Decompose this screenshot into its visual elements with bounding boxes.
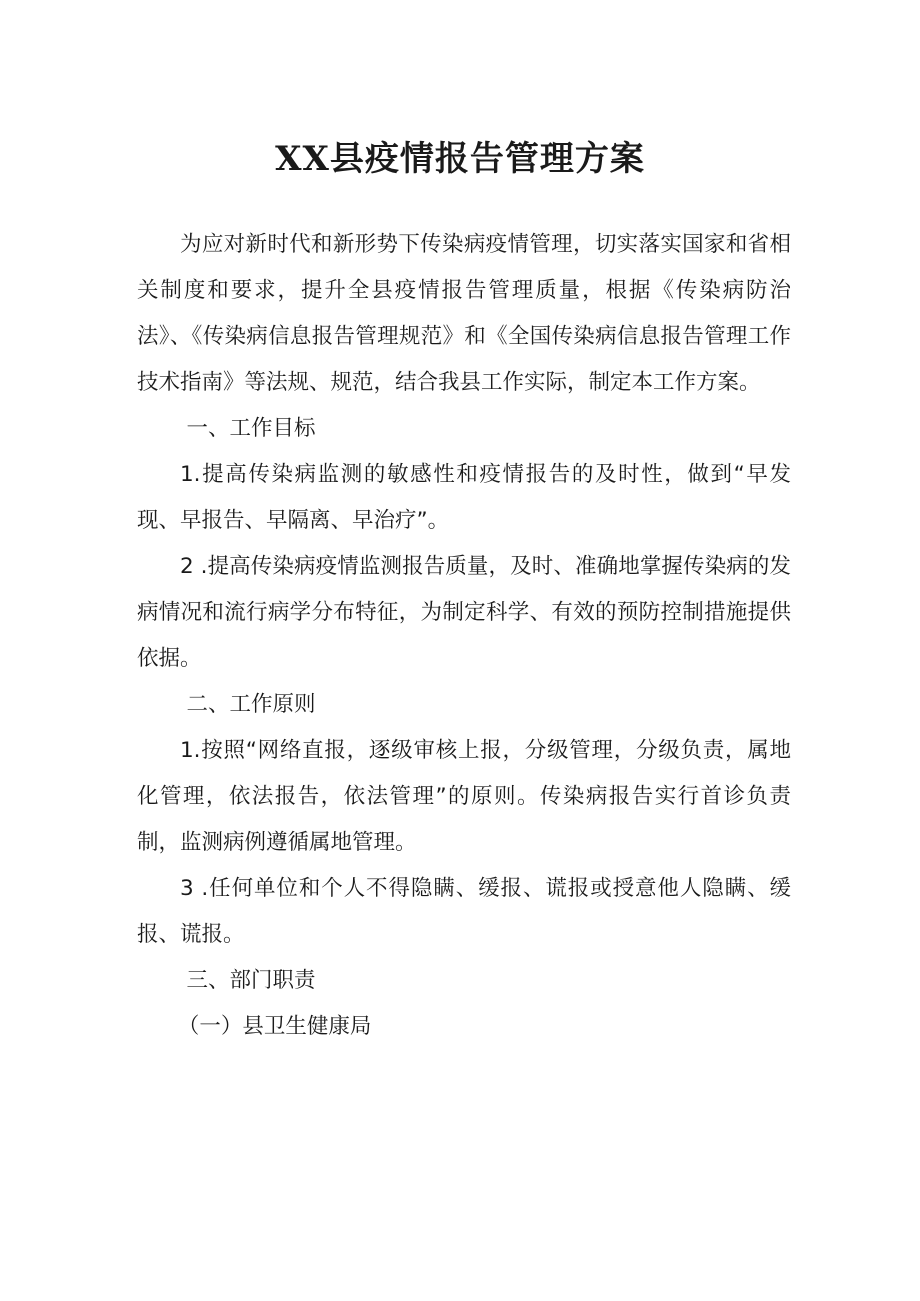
goal-item-2: 2 .提高传染病疫情监测报告质量，及时、准确地掌握传染病的发病情况和流行病学分布特征，为制定科学、有效的预防控制措施提供依据。 (137, 554, 791, 671)
section-heading-goals: 一、工作目标 (186, 416, 316, 441)
section-heading-responsibilities: 三、部门职责 (186, 968, 316, 993)
principle-item-3: 3 .任何单位和个人不得隐瞒、缓报、谎报或授意他人隐瞒、缓报、谎报。 (137, 876, 791, 947)
subsection-heading-health-bureau: （一）县卫生健康局 (177, 1014, 372, 1039)
intro-paragraph: 为应对新时代和新形势下传染病疫情管理，切实落实国家和省相关制度和要求，提升全县疫情报告管理质量，根据《传染病防治法》、《传染病信息报告管理规范》和《全国传染病信息报告管理工作技术指南》等法规、规范，结合我县工作实际，制定本工作方案。 (137, 232, 791, 395)
principle-item-1: 1.按照“网络直报，逐级审核上报，分级管理，分级负责，属地化管理，依法报告，依法管理”的原则。传染病报告实行首诊负责制，监测病例遵循属地管理。 (137, 738, 791, 855)
section-heading-principles: 二、工作原则 (186, 692, 316, 717)
document-body (137, 222, 791, 1050)
goal-item-1: 1.提高传染病监测的敏感性和疫情报告的及时性，做到“早发现、早报告、早隔离、早治疗”。 (137, 462, 791, 533)
document-title: XX县疫情报告管理方案 (275, 139, 645, 179)
